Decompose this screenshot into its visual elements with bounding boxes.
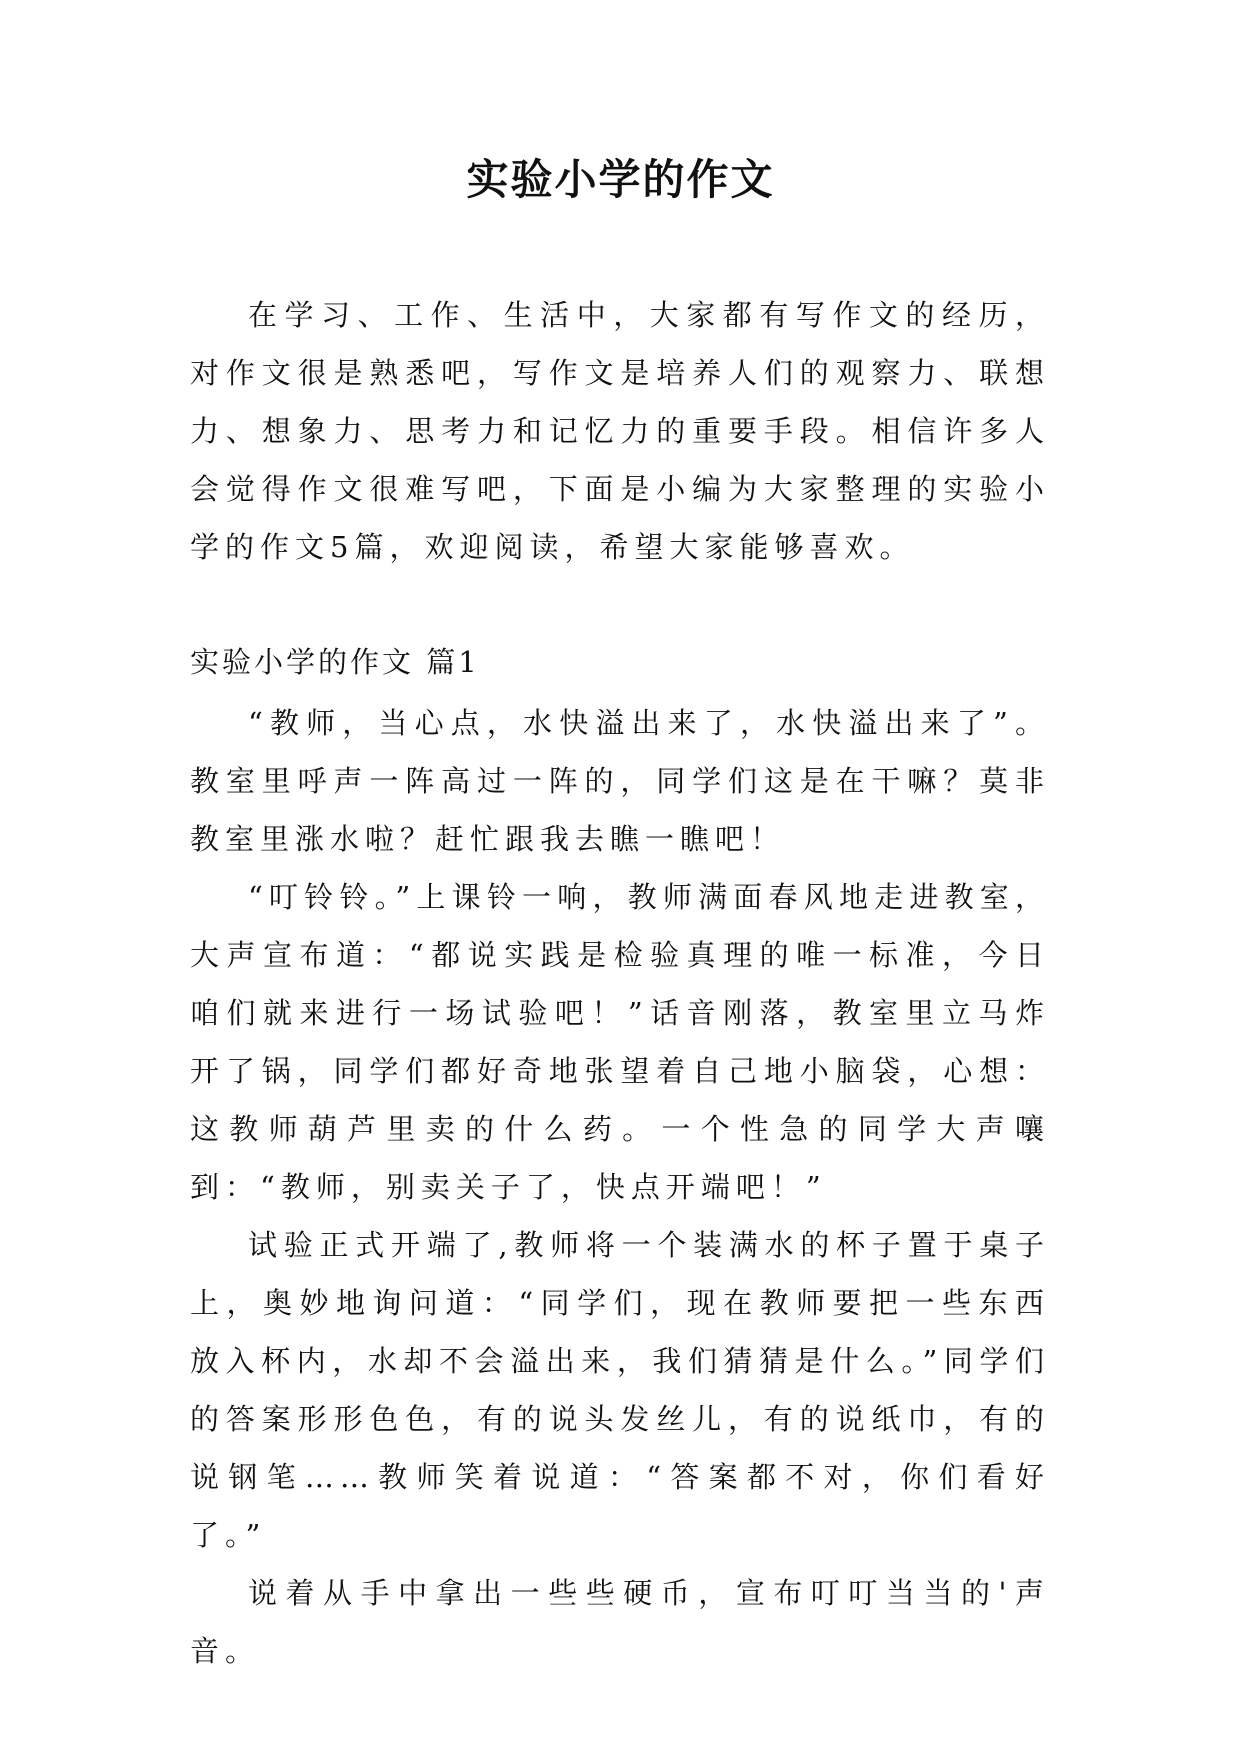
section-heading: 实验小学的作文 篇1 [190, 645, 480, 679]
body-paragraph-4: 说着从手中拿出一些些硬币，宣布叮叮当当的'声音。 [190, 1576, 1050, 1668]
intro-block [190, 286, 1050, 576]
section-body [190, 694, 1050, 1680]
intro-paragraph: 在学习、工作、生活中，大家都有写作文的经历，对作文很是熟悉吧，写作文是培养人们的观察力、联想力、想象力、思考力和记忆力的重要手段。相信许多人会觉得作文很难写吧，下面是小编为大家整理的实验小学的作文5篇，欢迎阅读，希望大家能够喜欢。 [190, 298, 1050, 564]
body-paragraph-2: “叮铃铃。”上课铃一响，教师满面春风地走进教室，大声宣布道：“都说实践是检验真理的唯一标准，今日咱们就来进行一场试验吧！”话音刚落，教室里立马炸开了锅，同学们都好奇地张望着自己地小脑袋，心想：这教师葫芦里卖的什么药。一个性急的同学大声嚷到：“教师，别卖关子了，快点开端吧！” [190, 880, 1050, 1204]
body-paragraph-3: 试验正式开端了,教师将一个装满水的杯子置于桌子上，奥妙地询问道：“同学们，现在教师要把一些东西放入杯内，水却不会溢出来，我们猜猜是什么。”同学们的答案形形色色，有的说头发丝儿，有的说纸巾，有的说钢笔……教师笑着说道：“答案都不对，你们看好了。” [190, 1228, 1050, 1552]
body-paragraph-1: “教师，当心点，水快溢出来了，水快溢出来了”。教室里呼声一阵高过一阵的，同学们这是在干嘛？莫非教室里涨水啦？赶忙跟我去瞧一瞧吧！ [190, 706, 1050, 856]
document-title: 实验小学的作文 [466, 155, 775, 204]
